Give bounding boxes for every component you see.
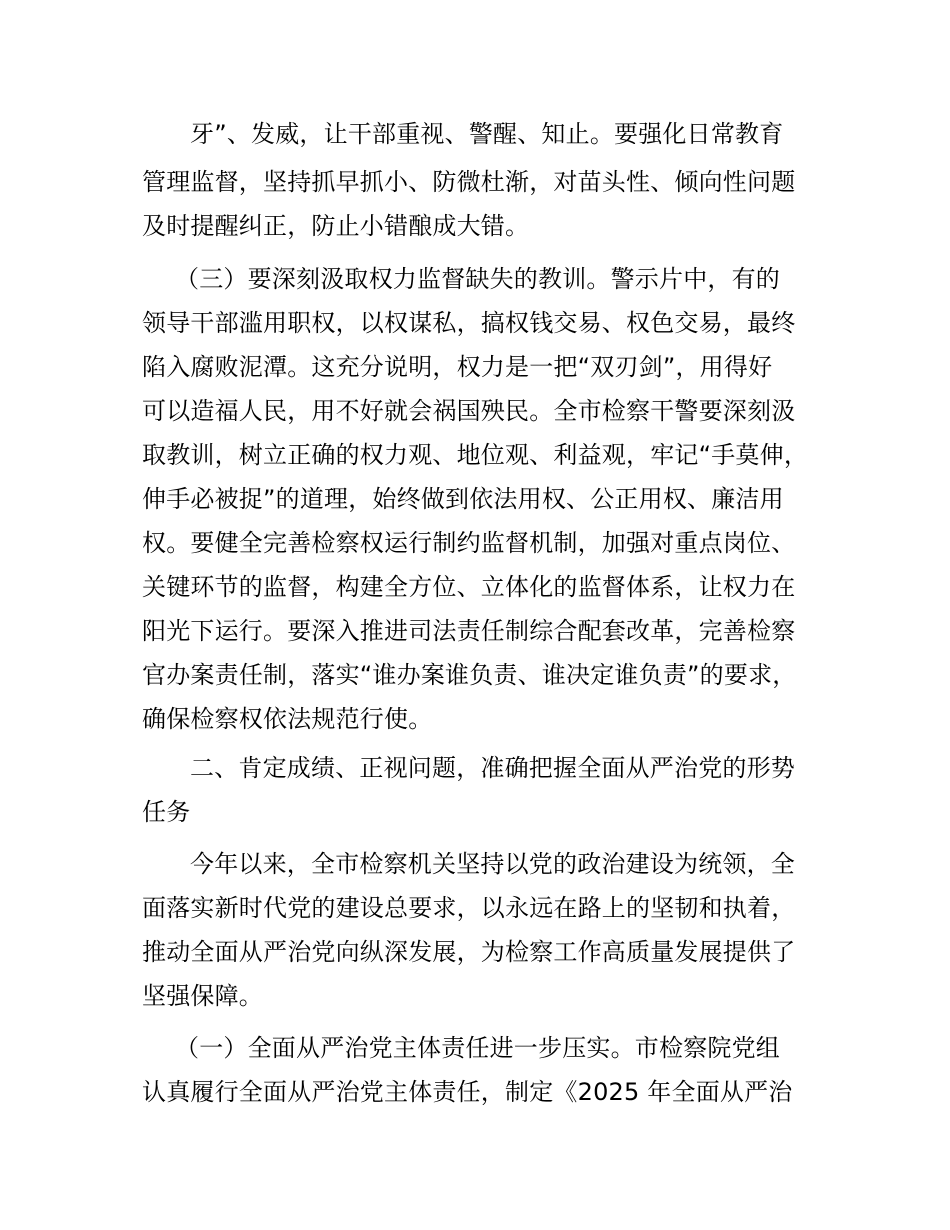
text-line-3: 及时提醒纠正，防止小错酿成大错。: [142, 212, 530, 240]
text-line-9: 伸手必被捉”的道理，始终做到依法用权、公正用权、廉洁用: [142, 485, 784, 513]
text-line-14: 确保检察权依法规范行使。: [142, 705, 433, 733]
text-line-12: 阳光下运行。要深入推进司法责任制综合配套改革，完善检察: [142, 617, 796, 645]
text-line-8: 取教训，树立正确的权力观、地位观、利益观，牢记“手莫伸，: [142, 441, 809, 469]
text-line-7: 可以造福人民，用不好就会祸国殃民。全市检察干警要深刻汲: [142, 397, 796, 425]
text-line-4: （三）要深刻汲取权力监督缺失的教训。警示片中，有的: [175, 265, 780, 293]
text-line-19: 推动全面从严治党向纵深发展，为检察工作高质量发展提供了: [142, 938, 796, 966]
text-line-11: 关键环节的监督，构建全方位、立体化的监督体系，让权力在: [142, 573, 796, 601]
text-line-18: 面落实新时代党的建设总要求，以永远在路上的坚韧和执着，: [142, 894, 796, 922]
text-line-22: 认真履行全面从严治党主体责任，制定《2025 年全面从严治: [142, 1078, 793, 1106]
text-line-1: 牙”、发威，让干部重视、警醒、知止。要强化日常教育: [190, 120, 784, 148]
text-line-2: 管理监督，坚持抓早抓小、防微杜渐，对苗头性、倾向性问题: [142, 168, 796, 196]
text-line-13: 官办案责任制，落实“谁办案谁负责、谁决定谁负责”的要求，: [142, 661, 797, 689]
text-line-10: 权。要健全完善检察权运行制约监督机制，加强对重点岗位、: [142, 529, 796, 557]
text-line-20: 坚强保障。: [142, 982, 263, 1010]
text-line-17: 今年以来，全市检察机关坚持以党的政治建设为统领，全: [190, 850, 795, 878]
section-heading-line-1: 二、肯定成绩、正视问题，准确把握全面从严治党的形势: [190, 754, 795, 782]
text-line-21: （一）全面从严治党主体责任进一步压实。市检察院党组: [175, 1034, 780, 1062]
text-line-5: 领导干部滥用职权，以权谋私，搞权钱交易、权色交易，最终: [142, 309, 796, 337]
text-line-6: 陷入腐败泥潭。这充分说明，权力是一把“双刃剑”，用得好: [142, 353, 773, 381]
section-heading-line-2: 任务: [142, 798, 191, 826]
